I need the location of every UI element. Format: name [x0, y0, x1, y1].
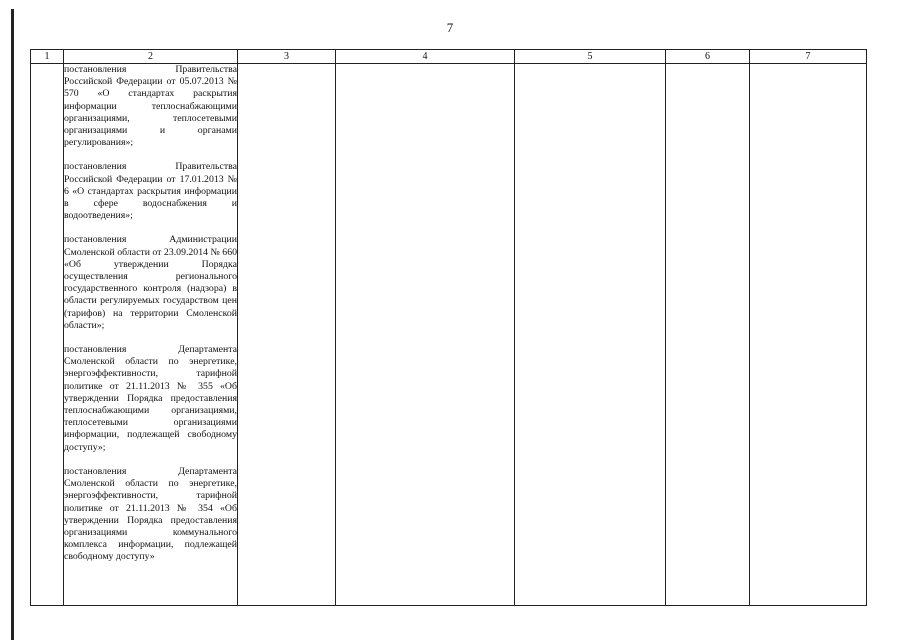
cell-col-3 — [238, 64, 336, 606]
cell-col-4 — [336, 64, 515, 606]
cell-col-5 — [515, 64, 666, 606]
document-table — [30, 49, 867, 606]
page-number: 7 — [446, 20, 454, 35]
column-header-6: 6 — [666, 50, 750, 64]
cell-col-7 — [750, 64, 867, 606]
regulation-entry: постановления Департамента Смоленской области по энергетике, энергоэффективности, тарифной политике от 21.11.2013 № 355 «Об утверждении Порядка предоставления теплоснабжающими организациями, теплосетевыми организациями информации, подлежащей свободному доступу»; — [64, 344, 237, 453]
regulation-entry: постановления Правительства Российской Федерации от 17.01.2013 № 6 «О стандартах раскрытия информации в сфере водоснабжения и водоотведения»; — [64, 161, 237, 222]
column-header-1: 1 — [31, 50, 64, 64]
column-header-5: 5 — [515, 50, 666, 64]
table-row — [31, 64, 867, 606]
cell-col-1 — [31, 64, 64, 606]
column-header-7: 7 — [750, 50, 867, 64]
regulation-entry: постановления Департамента Смоленской области по энергетике, энергоэффективности, тарифной политике от 21.11.2013 № 354 «Об утверждении Порядка предоставления организациями коммунального комплекса информации, подлежащей свободному доступу» — [64, 465, 237, 563]
cell-col-6 — [666, 64, 750, 606]
column-header-4: 4 — [336, 50, 515, 64]
column-header-3: 3 — [238, 50, 336, 64]
table-header-row — [31, 50, 867, 64]
regulation-entry: постановления Администрации Смоленской области от 23.09.2014 № 660 «Об утверждении Порядка осуществления регионального государственного контроля (надзора) в области регулируемых государством цен (тарифов) на территории Смоленской области»; — [64, 234, 237, 331]
scan-edge-line — [11, 9, 14, 640]
cell-col-2 — [64, 64, 238, 606]
regulation-entry: постановления Правительства Российской Федерации от 05.07.2013 № 570 «О стандартах раскрытия информации теплоснабжающими организациями, теплосетевыми организациями и органами регулирования»; — [64, 64, 237, 149]
column-header-2: 2 — [64, 50, 238, 64]
